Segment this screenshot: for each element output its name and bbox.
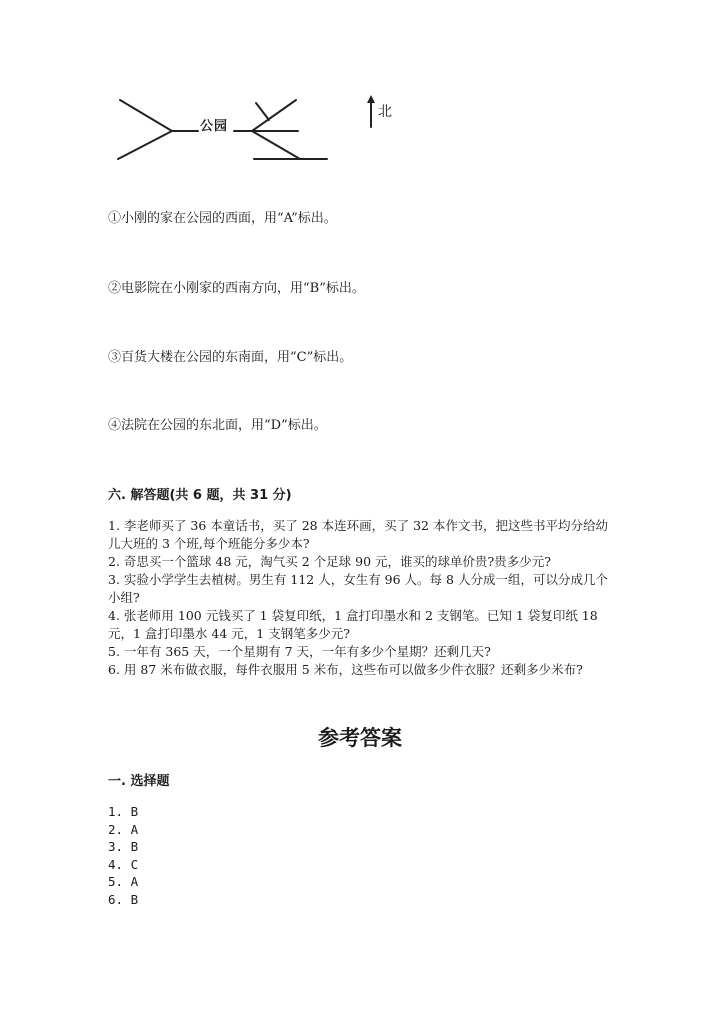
map-task-4: ④法院在公园的东北面，用“D”标出。	[108, 418, 327, 433]
east-road-lower	[252, 131, 300, 159]
north-arrow-head	[367, 95, 375, 103]
problem-item: 3. 实验小学学生去植树。男生有 112 人，女生有 96 人。每 8 人分成一组，可以分成几个小组?	[108, 572, 608, 605]
answer-list	[108, 803, 138, 909]
answer-item: 6. B	[108, 891, 139, 907]
map-diagram	[0, 0, 720, 180]
problem-item: 6. 用 87 米布做衣服，每件衣服用 5 米布，这些布可以做多少件衣服？还剩多少米布?	[108, 662, 583, 677]
answer-section-1-heading: 一. 选择题	[108, 774, 170, 789]
west-road-upper	[120, 100, 172, 131]
map-task-3: ③百货大楼在公园的东南面，用“C”标出。	[108, 350, 353, 365]
problem-list	[108, 517, 618, 679]
problem-item: 5. 一年有 365 天，一个星期有 7 天，一年有多少个星期？还剩几天?	[108, 644, 491, 659]
problem-item: 4. 张老师用 100 元钱买了 1 袋复印纸，1 盒打印墨水和 2 支钢笔。已知 1 袋复印纸 18 元，1 盒打印墨水 44 元，1 支钢笔多少元?	[108, 608, 598, 641]
section-6-heading: 六. 解答题(共 6 题，共 31 分)	[108, 488, 292, 503]
north-label: 北	[378, 104, 392, 120]
west-road-lower	[118, 131, 172, 159]
map-task-2: ②电影院在小刚家的西南方向，用“B”标出。	[108, 281, 365, 296]
answer-item: 1. B	[108, 804, 139, 819]
answer-item: 4. C	[108, 856, 139, 872]
direction-map	[0, 0, 720, 180]
map-task-1: ①小刚的家在公园的西面，用“A”标出。	[108, 211, 337, 226]
east-road-upper	[252, 100, 296, 131]
problem-item: 2. 奇思买一个篮球 48 元，淘气买 2 个足球 90 元，谁买的球单价贵?贵多少元?	[108, 554, 551, 569]
answer-item: 3. B	[108, 839, 139, 855]
east-road-branch	[256, 103, 269, 120]
answer-key-title: 参考答案	[318, 725, 402, 750]
answer-item: 2. A	[108, 821, 139, 837]
answer-item: 5. A	[108, 874, 139, 890]
problem-item: 1. 李老师买了 36 本童话书，买了 28 本连环画，买了 32 本作文书，把这些书平均分给幼儿大班的 3 个班,每个班能分多少本?	[108, 518, 608, 551]
park-label: 公园	[200, 119, 229, 134]
